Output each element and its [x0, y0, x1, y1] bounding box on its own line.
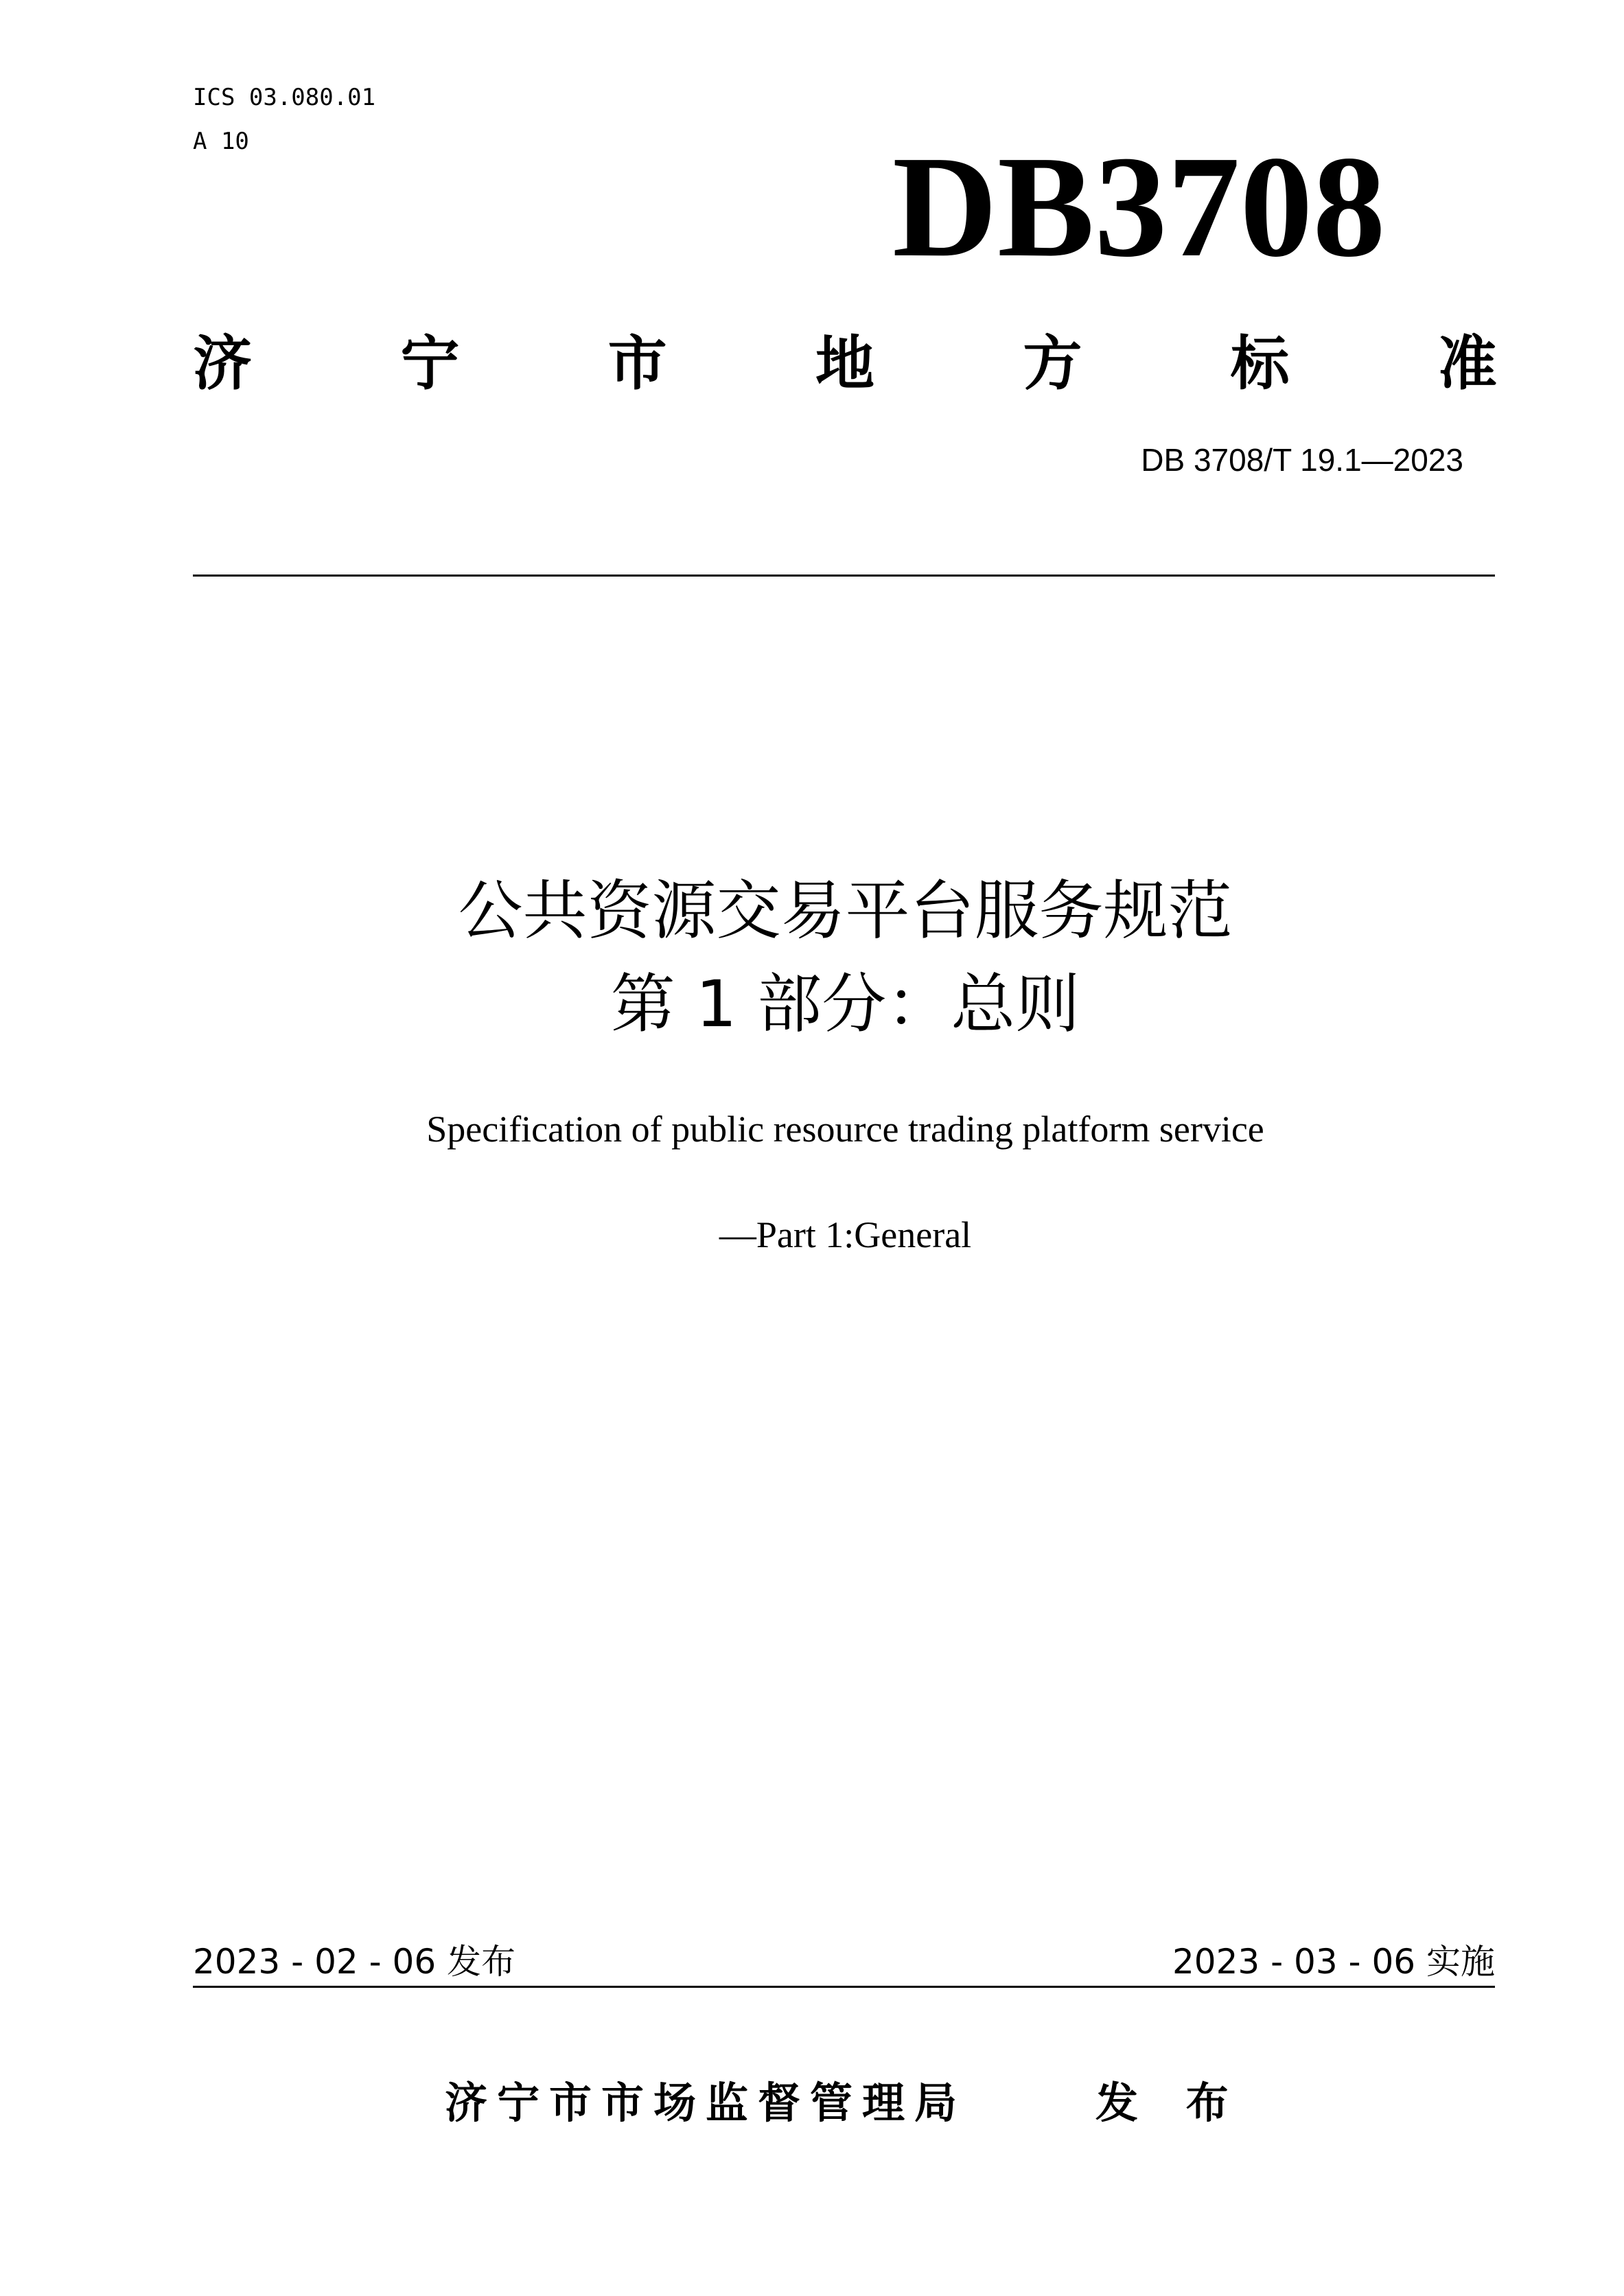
footer-divider [193, 1986, 1495, 1988]
standard-type-char: 市 [607, 329, 667, 398]
chinese-title-line-2: 第 1 部分：总则 [610, 967, 1080, 1042]
english-title: Specification of public resource trading platform service [426, 1109, 1264, 1150]
standard-type-char: 济 [193, 329, 252, 398]
publisher-name: 济宁市市场监督管理局 [445, 2078, 967, 2128]
standard-type-char: 宁 [400, 329, 460, 398]
english-subtitle: —Part 1:General [719, 1214, 972, 1255]
standard-type-char: 地 [815, 329, 874, 398]
chinese-title [194, 865, 1496, 1052]
standard-type-char: 准 [1437, 329, 1497, 398]
ccs-code: A 10 [193, 128, 249, 155]
standard-type-char: 标 [1230, 329, 1290, 398]
chinese-title-line-1: 公共资源交易平台服务规范 [458, 874, 1233, 949]
standard-type-char: 方 [1023, 329, 1082, 398]
standard-number: DB 3708/T 19.1—2023 [1141, 442, 1463, 478]
standard-type-heading [193, 317, 1497, 399]
implementation-date: 2023 - 03 - 06 实施 [1172, 1942, 1495, 1982]
header-divider [193, 575, 1495, 577]
ics-code: ICS 03.080.01 [193, 84, 376, 111]
publish-label: 发 布 [1095, 2078, 1245, 2128]
issue-date: 2023 - 02 - 06 发布 [193, 1942, 516, 1982]
standard-code-large: DB3708 [892, 126, 1386, 287]
